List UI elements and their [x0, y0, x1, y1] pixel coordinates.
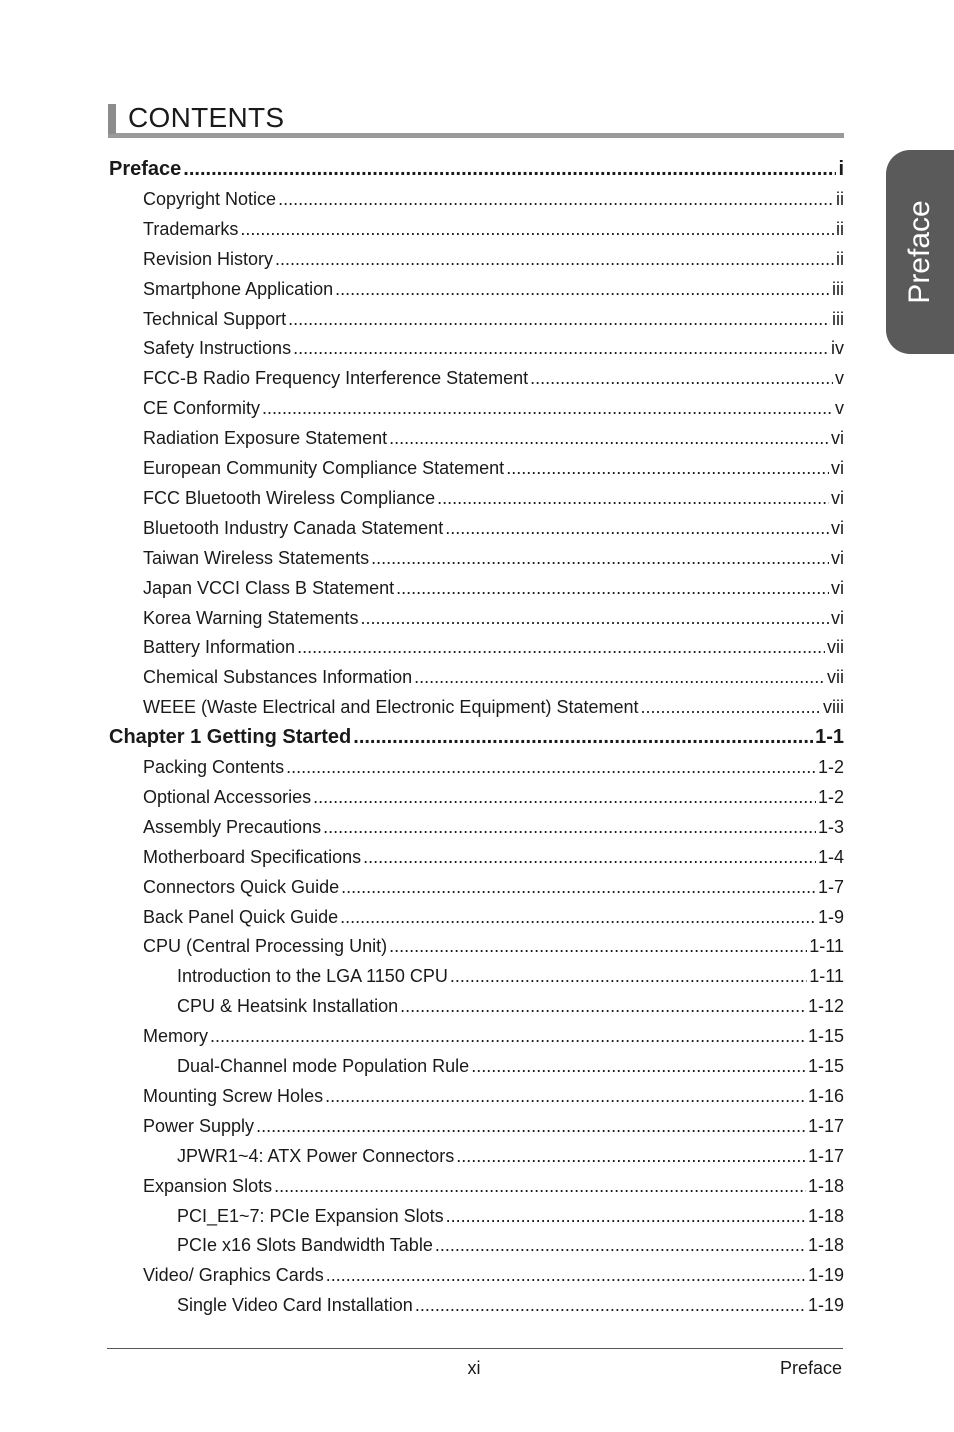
- toc-entry-page: iii: [832, 308, 844, 329]
- footer-section-name: Preface: [779, 1358, 842, 1378]
- toc-entry-title: CPU (Central Processing Unit): [143, 936, 388, 957]
- toc-entry-page: iv: [831, 338, 844, 359]
- toc-leader-dots: [325, 1082, 806, 1110]
- toc-entry-title: PCIe x16 Slots Bandwidth Table: [177, 1235, 433, 1256]
- toc-entry[interactable]: [143, 873, 844, 901]
- toc-entry-title: FCC-B Radio Frequency Interference Statement: [143, 368, 529, 389]
- toc-entry-title: Bluetooth Industry Canada Statement: [143, 517, 444, 538]
- toc-entry-page: i: [838, 158, 844, 180]
- toc-leader-dots: [471, 1052, 806, 1080]
- footer-page-number: xi: [467, 1358, 481, 1378]
- toc-entry-title: Japan VCCI Class B Statement: [143, 577, 395, 598]
- toc-entry[interactable]: [143, 1172, 844, 1200]
- toc-entry-title: Chapter 1 Getting Started: [109, 726, 352, 749]
- toc-leader-dots: [360, 604, 829, 632]
- toc-entry-title: Memory: [143, 1026, 209, 1047]
- toc-entry[interactable]: [143, 932, 844, 960]
- toc-entry-page: viii: [823, 697, 844, 718]
- toc-leader-dots: [389, 932, 807, 960]
- toc-entry-page: 1-2: [817, 757, 844, 777]
- toc-leader-dots: [256, 1112, 806, 1140]
- toc-leader-dots: [183, 155, 836, 183]
- toc-leader-dots: [414, 663, 825, 691]
- toc-entry-title: Motherboard Specifications: [143, 846, 362, 867]
- toc-entry-page: vi: [831, 428, 844, 449]
- toc-entry-page: ii: [836, 188, 844, 209]
- toc-entry[interactable]: [143, 604, 844, 632]
- toc-leader-dots: [278, 185, 834, 213]
- toc-leader-dots: [446, 1202, 806, 1230]
- toc-chapter-entry[interactable]: [109, 155, 844, 183]
- toc-entry-title: Radiation Exposure Statement: [143, 428, 388, 449]
- toc-entry-page: vii: [827, 637, 844, 658]
- toc-leader-dots: [341, 873, 816, 901]
- toc-entry-page: vii: [827, 667, 844, 688]
- toc-entry-page: 1-18: [807, 1235, 844, 1256]
- toc-entry-title: Technical Support: [143, 308, 287, 329]
- toc-entry-title: Copyright Notice: [143, 188, 277, 209]
- toc-entry-page: 1-9: [817, 906, 844, 927]
- toc-leader-dots: [400, 992, 806, 1020]
- toc-entry-page: 1-15: [807, 1026, 844, 1047]
- toc-entry[interactable]: [177, 1202, 844, 1230]
- toc-entry[interactable]: [143, 1082, 844, 1110]
- toc-entry-title: Single Video Card Installation: [177, 1295, 413, 1316]
- toc-entry-title: FCC Bluetooth Wireless Compliance: [143, 487, 436, 508]
- toc-entry[interactable]: [143, 454, 844, 482]
- toc-entry[interactable]: [143, 574, 844, 602]
- toc-entry[interactable]: [177, 1142, 844, 1170]
- toc-entry-page: vi: [831, 607, 844, 628]
- toc-leader-dots: [288, 305, 830, 333]
- toc-entry-page: v: [835, 368, 844, 389]
- toc-entry[interactable]: [143, 813, 844, 841]
- toc-entry[interactable]: [177, 1231, 844, 1259]
- toc-leader-dots: [262, 394, 833, 422]
- toc-leader-dots: [437, 484, 829, 512]
- toc-entry-page: 1-16: [807, 1085, 844, 1106]
- toc-entry-title: Mounting Screw Holes: [143, 1085, 324, 1106]
- toc-entry-page: 1-7: [817, 876, 844, 897]
- toc-entry-title: Taiwan Wireless Statements: [143, 547, 370, 568]
- toc-entry-title: CE Conformity: [143, 398, 261, 419]
- toc-entry-page: 1-19: [807, 1265, 844, 1286]
- toc-entry-title: Packing Contents: [143, 757, 285, 777]
- toc-entry[interactable]: [143, 693, 844, 721]
- toc-entry[interactable]: [143, 783, 844, 811]
- toc-entry[interactable]: [143, 514, 844, 542]
- toc-entry-title: Dual-Channel mode Population Rule: [177, 1056, 470, 1076]
- toc-entry-title: PCI_E1~7: PCIe Expansion Slots: [177, 1205, 444, 1226]
- toc-leader-dots: [530, 364, 833, 392]
- toc-entry[interactable]: [143, 633, 844, 661]
- toc-leader-dots: [274, 1172, 806, 1200]
- footer-divider: [107, 1348, 843, 1349]
- toc-entry-page: 1-3: [817, 816, 844, 837]
- page-title-text: CONTENTS: [128, 102, 285, 133]
- toc-leader-dots: [326, 1261, 806, 1289]
- toc-entry-title: Korea Warning Statements: [143, 607, 359, 628]
- toc-leader-dots: [240, 215, 834, 243]
- toc-entry[interactable]: [143, 753, 844, 781]
- toc-entry-page: 1-15: [807, 1056, 844, 1076]
- toc-entry-title: WEEE (Waste Electrical and Electronic Equipment) Statement: [143, 697, 639, 718]
- toc-entry[interactable]: [143, 334, 844, 362]
- toc-entry[interactable]: [143, 394, 844, 422]
- toc-entry-title: Video/ Graphics Cards: [143, 1265, 324, 1286]
- toc-entry-page: 1-11: [809, 966, 844, 987]
- toc-entry-page: 1-19: [807, 1295, 844, 1316]
- toc-leader-dots: [340, 903, 816, 931]
- toc-leader-dots: [371, 544, 829, 572]
- toc-leader-dots: [293, 334, 829, 362]
- toc-entry[interactable]: [143, 245, 844, 273]
- toc-entry[interactable]: [177, 1291, 844, 1319]
- toc-leader-dots: [435, 1231, 806, 1259]
- toc-entry-page: 1-17: [807, 1115, 844, 1136]
- toc-entry-title: Preface: [109, 158, 182, 180]
- toc-entry[interactable]: [143, 185, 844, 213]
- toc-entry[interactable]: [143, 544, 844, 572]
- toc-entry-title: Revision History: [143, 248, 274, 269]
- toc-leader-dots: [450, 962, 807, 990]
- toc-entry[interactable]: [143, 484, 844, 512]
- toc-entry-page: vi: [831, 517, 844, 538]
- toc-leader-dots: [353, 723, 813, 751]
- toc-entry-page: 1-11: [809, 936, 844, 957]
- toc-entry[interactable]: [143, 275, 844, 303]
- toc-entry-page: iii: [832, 278, 844, 299]
- toc-entry[interactable]: [143, 424, 844, 452]
- toc-leader-dots: [275, 245, 834, 273]
- toc-leader-dots: [210, 1022, 806, 1050]
- toc-entry[interactable]: [143, 903, 844, 931]
- toc-entry[interactable]: [143, 1112, 844, 1140]
- toc-entry[interactable]: [143, 215, 844, 243]
- toc-entry-title: Trademarks: [143, 218, 239, 239]
- toc-entry-page: ii: [836, 218, 844, 239]
- toc-entry[interactable]: [177, 1052, 844, 1080]
- toc-leader-dots: [641, 693, 821, 721]
- toc-entry-title: JPWR1~4: ATX Power Connectors: [177, 1145, 455, 1166]
- toc-entry-page: 1-2: [817, 786, 844, 807]
- toc-leader-dots: [445, 514, 829, 542]
- toc-entry-title: Power Supply: [143, 1115, 255, 1136]
- toc-entry-title: Assembly Precautions: [143, 816, 322, 837]
- toc-leader-dots: [335, 275, 830, 303]
- toc-entry[interactable]: [143, 843, 844, 871]
- toc-entry-page: vi: [831, 458, 844, 478]
- toc-entry[interactable]: [143, 305, 844, 333]
- toc-leader-dots: [389, 424, 829, 452]
- toc-leader-dots: [286, 753, 816, 781]
- toc-entry-page: 1-18: [807, 1175, 844, 1196]
- toc-entry-page: 1-1: [815, 726, 844, 749]
- toc-entry-page: vi: [831, 547, 844, 568]
- toc-entry-page: 1-18: [807, 1205, 844, 1226]
- toc-entry-title: Expansion Slots: [143, 1175, 273, 1196]
- toc-leader-dots: [323, 813, 816, 841]
- toc-entry-title: CPU & Heatsink Installation: [177, 996, 399, 1017]
- toc-entry-title: Back Panel Quick Guide: [143, 906, 339, 927]
- toc-entry-page: 1-12: [807, 996, 844, 1017]
- toc-leader-dots: [297, 633, 825, 661]
- toc-leader-dots: [396, 574, 829, 602]
- toc-leader-dots: [313, 783, 816, 811]
- toc-entry-title: Smartphone Application: [143, 278, 334, 299]
- toc-entry-title: Connectors Quick Guide: [143, 876, 340, 897]
- toc-entry-page: ii: [836, 248, 844, 269]
- toc-entry[interactable]: [143, 364, 844, 392]
- toc-entry[interactable]: [143, 1022, 844, 1050]
- toc-entry-page: 1-4: [817, 846, 844, 867]
- toc-entry-title: Chemical Substances Information: [143, 667, 413, 688]
- toc-entry-title: Introduction to the LGA 1150 CPU: [177, 966, 448, 987]
- toc-entry-title: Battery Information: [143, 637, 296, 658]
- toc-entry-page: v: [835, 398, 844, 419]
- toc-entry[interactable]: [177, 992, 844, 1020]
- toc-entry[interactable]: [177, 962, 844, 990]
- toc-entry[interactable]: [143, 663, 844, 691]
- toc-entry-page: vi: [831, 487, 844, 508]
- side-tab-label: Preface: [903, 200, 936, 304]
- toc-leader-dots: [506, 454, 829, 482]
- toc-leader-dots: [456, 1142, 806, 1170]
- toc-entry-title: Optional Accessories: [143, 786, 312, 807]
- toc-leader-dots: [415, 1291, 806, 1319]
- toc-entry-title: European Community Compliance Statement: [143, 458, 505, 478]
- toc-chapter-entry[interactable]: [109, 723, 844, 751]
- toc-leader-dots: [363, 843, 816, 871]
- toc-entry-page: vi: [831, 577, 844, 598]
- toc-entry[interactable]: [143, 1261, 844, 1289]
- toc-entry-page: 1-17: [807, 1145, 844, 1166]
- toc-entry-title: Safety Instructions: [143, 338, 292, 359]
